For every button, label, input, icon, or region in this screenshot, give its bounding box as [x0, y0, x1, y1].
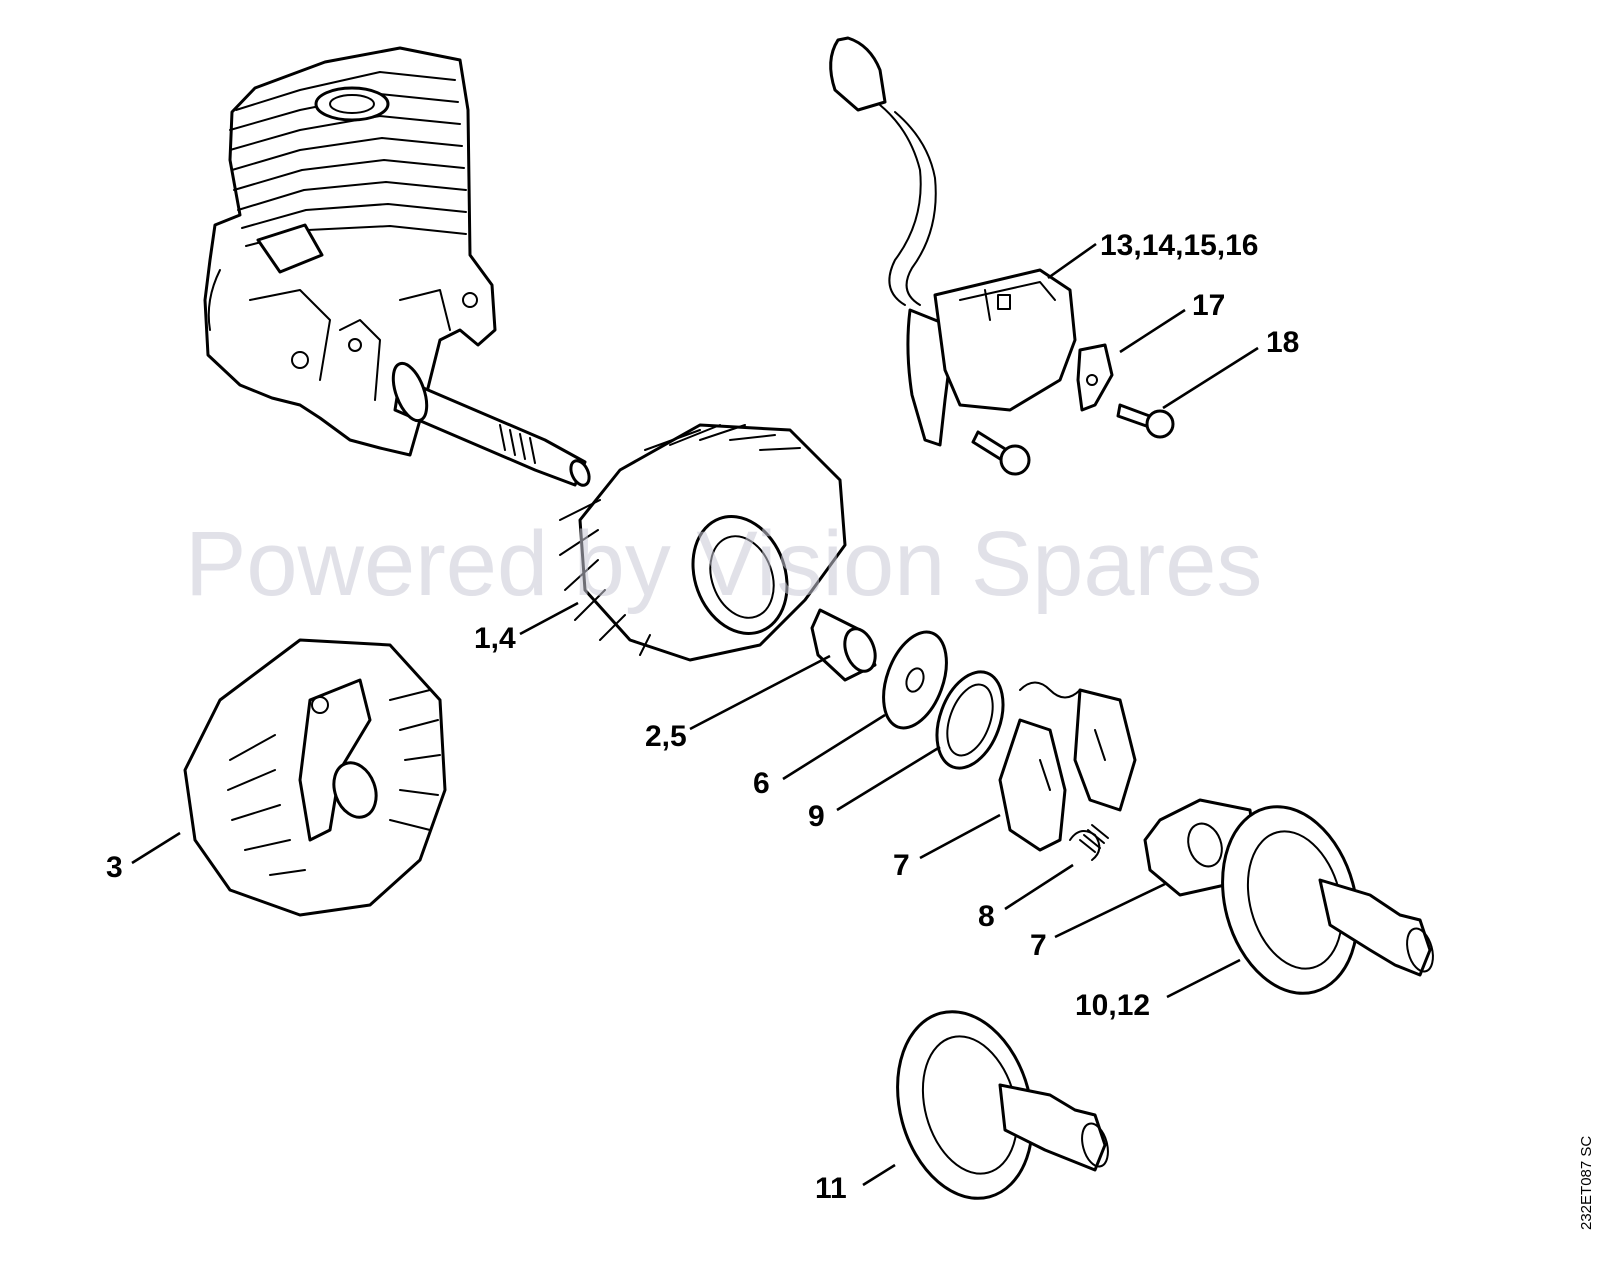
leader-18: [1163, 348, 1258, 408]
screw-18: [1118, 405, 1173, 437]
callout-1-4: 1,4: [474, 622, 516, 655]
callout-8: 8: [978, 900, 995, 933]
sleeve-2-5: [812, 610, 881, 680]
leader-2-5: [690, 656, 830, 729]
callout-2-5: 2,5: [645, 720, 687, 753]
screw-ignition: [973, 432, 1029, 474]
leader-6: [783, 715, 885, 779]
leader-13: [1048, 244, 1096, 278]
flywheel-3: [185, 640, 445, 915]
callout-6: 6: [753, 767, 770, 800]
leader-7b: [1055, 884, 1165, 937]
callout-18: 18: [1266, 326, 1300, 359]
callout-13-14-15-16: 13,14,15,16: [1100, 229, 1259, 262]
callout-7-clutch: 7: [893, 849, 910, 882]
leader-7a: [920, 815, 1000, 858]
callout-10-12: 10,12: [1075, 989, 1151, 1022]
spring-8: [1080, 825, 1108, 852]
callout-11: 11: [815, 1172, 847, 1205]
leader-3: [132, 833, 180, 863]
callout-17: 17: [1192, 289, 1226, 322]
engine-cylinder-crankcase: [205, 48, 593, 488]
clutch-drum-11: [878, 996, 1113, 1213]
ignition-module: [831, 38, 1075, 445]
leader-11: [863, 1165, 895, 1185]
leader-8: [1005, 865, 1073, 909]
leader-17: [1120, 310, 1185, 352]
leader-10-12: [1167, 960, 1240, 997]
callout-3: 3: [106, 851, 123, 884]
callout-9: 9: [808, 800, 825, 833]
screw-17: [1078, 345, 1112, 410]
diagram-code: 232ET087 SC: [1578, 1135, 1595, 1230]
clutch-7: [1000, 683, 1135, 861]
watermark: Powered by Vision Spares: [185, 513, 1263, 615]
callout-7-hub: 7: [1030, 929, 1047, 962]
leader-9: [837, 747, 940, 810]
